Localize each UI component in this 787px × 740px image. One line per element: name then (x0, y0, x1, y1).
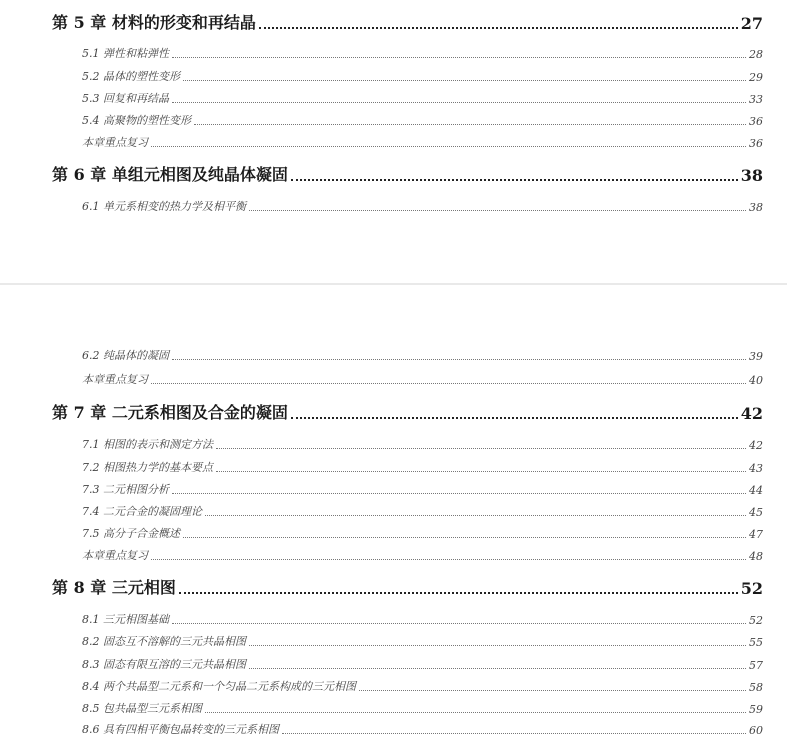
toc-section-entry[interactable] (82, 678, 763, 694)
toc-section-entry[interactable] (82, 436, 763, 452)
dot-leader (151, 559, 746, 560)
entry-title: 第 6 章 单组元相图及纯晶体凝固 (52, 165, 288, 184)
page-number: 57 (749, 659, 763, 672)
toc-section-entry[interactable] (82, 134, 763, 150)
entry-title: 8.4 两个共晶型二元系和一个匀晶二元系构成的三元相图 (82, 680, 356, 693)
dot-leader (205, 712, 746, 713)
entry-title: 本章重点复习 (82, 549, 148, 562)
dot-leader (183, 80, 746, 81)
toc-chapter-entry[interactable] (52, 399, 763, 423)
toc-section-entry[interactable] (82, 45, 763, 61)
page-number: 45 (749, 506, 763, 519)
entry-title: 5.4 高聚物的塑性变形 (82, 114, 191, 127)
page-number: 44 (749, 484, 763, 497)
dot-leader (205, 515, 746, 516)
dot-leader (172, 493, 746, 494)
entry-title: 第 7 章 二元系相图及合金的凝固 (52, 403, 288, 422)
entry-title: 5.1 弹性和粘弹性 (82, 47, 169, 60)
page-number: 33 (749, 93, 763, 106)
entry-title: 第 8 章 三元相图 (52, 578, 176, 597)
entry-title: 7.5 高分子合金概述 (82, 527, 180, 540)
page-number: 43 (749, 462, 763, 475)
entry-title: 7.2 相图热力学的基本要点 (82, 461, 213, 474)
page-number: 47 (749, 528, 763, 541)
entry-title: 5.2 晶体的塑性变形 (82, 70, 180, 83)
page-number: 38 (749, 201, 763, 214)
entry-title: 6.1 单元系相变的热力学及相平衡 (82, 200, 246, 213)
dot-leader (249, 668, 746, 669)
page-number: 55 (749, 636, 763, 649)
toc-section-entry[interactable] (82, 371, 763, 387)
page-number: 48 (749, 550, 763, 563)
dot-leader (172, 359, 746, 360)
page-number: 40 (749, 374, 763, 387)
dot-leader (291, 179, 738, 181)
entry-title: 8.6 具有四相平衡包晶转变的三元系相图 (82, 723, 279, 736)
toc-section-entry[interactable] (82, 481, 763, 497)
entry-title: 8.3 固态有限互溶的三元共晶相图 (82, 658, 246, 671)
entry-title: 本章重点复习 (82, 136, 148, 149)
entry-title: 第 5 章 材料的形变和再结晶 (52, 13, 256, 32)
toc-chapter-entry[interactable] (52, 9, 763, 33)
toc-section-entry[interactable] (82, 503, 763, 519)
dot-leader (259, 27, 738, 29)
toc-section-entry[interactable] (82, 112, 763, 128)
page-number: 52 (749, 614, 763, 627)
page-number: 36 (749, 115, 763, 128)
page-number: 60 (749, 724, 763, 737)
toc-section-entry[interactable] (82, 198, 763, 214)
dot-leader (151, 383, 746, 384)
page-number: 39 (749, 350, 763, 363)
toc-section-entry[interactable] (82, 700, 763, 716)
entry-title: 7.4 二元合金的凝固理论 (82, 505, 202, 518)
entry-title: 6.2 纯晶体的凝固 (82, 349, 169, 362)
toc-section-entry[interactable] (82, 656, 763, 672)
page-number: 28 (749, 48, 763, 61)
dot-leader (172, 102, 746, 103)
toc-section-entry[interactable] (82, 459, 763, 475)
page-number: 36 (749, 137, 763, 150)
entry-title: 8.2 固态互不溶解的三元共晶相图 (82, 635, 246, 648)
entry-title: 7.1 相图的表示和测定方法 (82, 438, 213, 451)
dot-leader (359, 690, 746, 691)
dot-leader (172, 623, 746, 624)
page-number: 27 (740, 14, 763, 33)
toc-section-entry[interactable] (82, 525, 763, 541)
page-number: 52 (740, 579, 763, 598)
page-number: 42 (740, 404, 763, 423)
dot-leader (291, 417, 738, 419)
page-number: 58 (749, 681, 763, 694)
entry-title: 7.3 二元相图分析 (82, 483, 169, 496)
dot-leader (249, 645, 746, 646)
toc-section-entry[interactable] (82, 611, 763, 627)
dot-leader (172, 57, 746, 58)
toc-section-entry[interactable] (82, 68, 763, 84)
dot-leader (183, 537, 746, 538)
dot-leader (151, 146, 746, 147)
dot-leader (216, 471, 746, 472)
toc-section-entry[interactable] (82, 347, 763, 363)
toc-chapter-entry[interactable] (52, 161, 763, 185)
toc-section-entry[interactable] (82, 547, 763, 563)
dot-leader (249, 210, 746, 211)
dot-leader (179, 592, 738, 594)
toc-page-1 (0, 0, 787, 283)
entry-title: 本章重点复习 (82, 373, 148, 386)
toc-section-entry[interactable] (82, 633, 763, 649)
entry-title: 8.1 三元相图基础 (82, 613, 169, 626)
entry-title: 5.3 回复和再结晶 (82, 92, 169, 105)
dot-leader (282, 733, 746, 734)
page-number: 42 (749, 439, 763, 452)
toc-chapter-entry[interactable] (52, 574, 763, 598)
page-number: 59 (749, 703, 763, 716)
toc-section-entry[interactable] (82, 90, 763, 106)
page-number: 38 (740, 166, 763, 185)
toc-page-2 (0, 285, 787, 740)
entry-title: 8.5 包共晶型三元系相图 (82, 702, 202, 715)
dot-leader (216, 448, 746, 449)
page-number: 29 (749, 71, 763, 84)
dot-leader (194, 124, 746, 125)
toc-section-entry[interactable] (82, 721, 763, 737)
